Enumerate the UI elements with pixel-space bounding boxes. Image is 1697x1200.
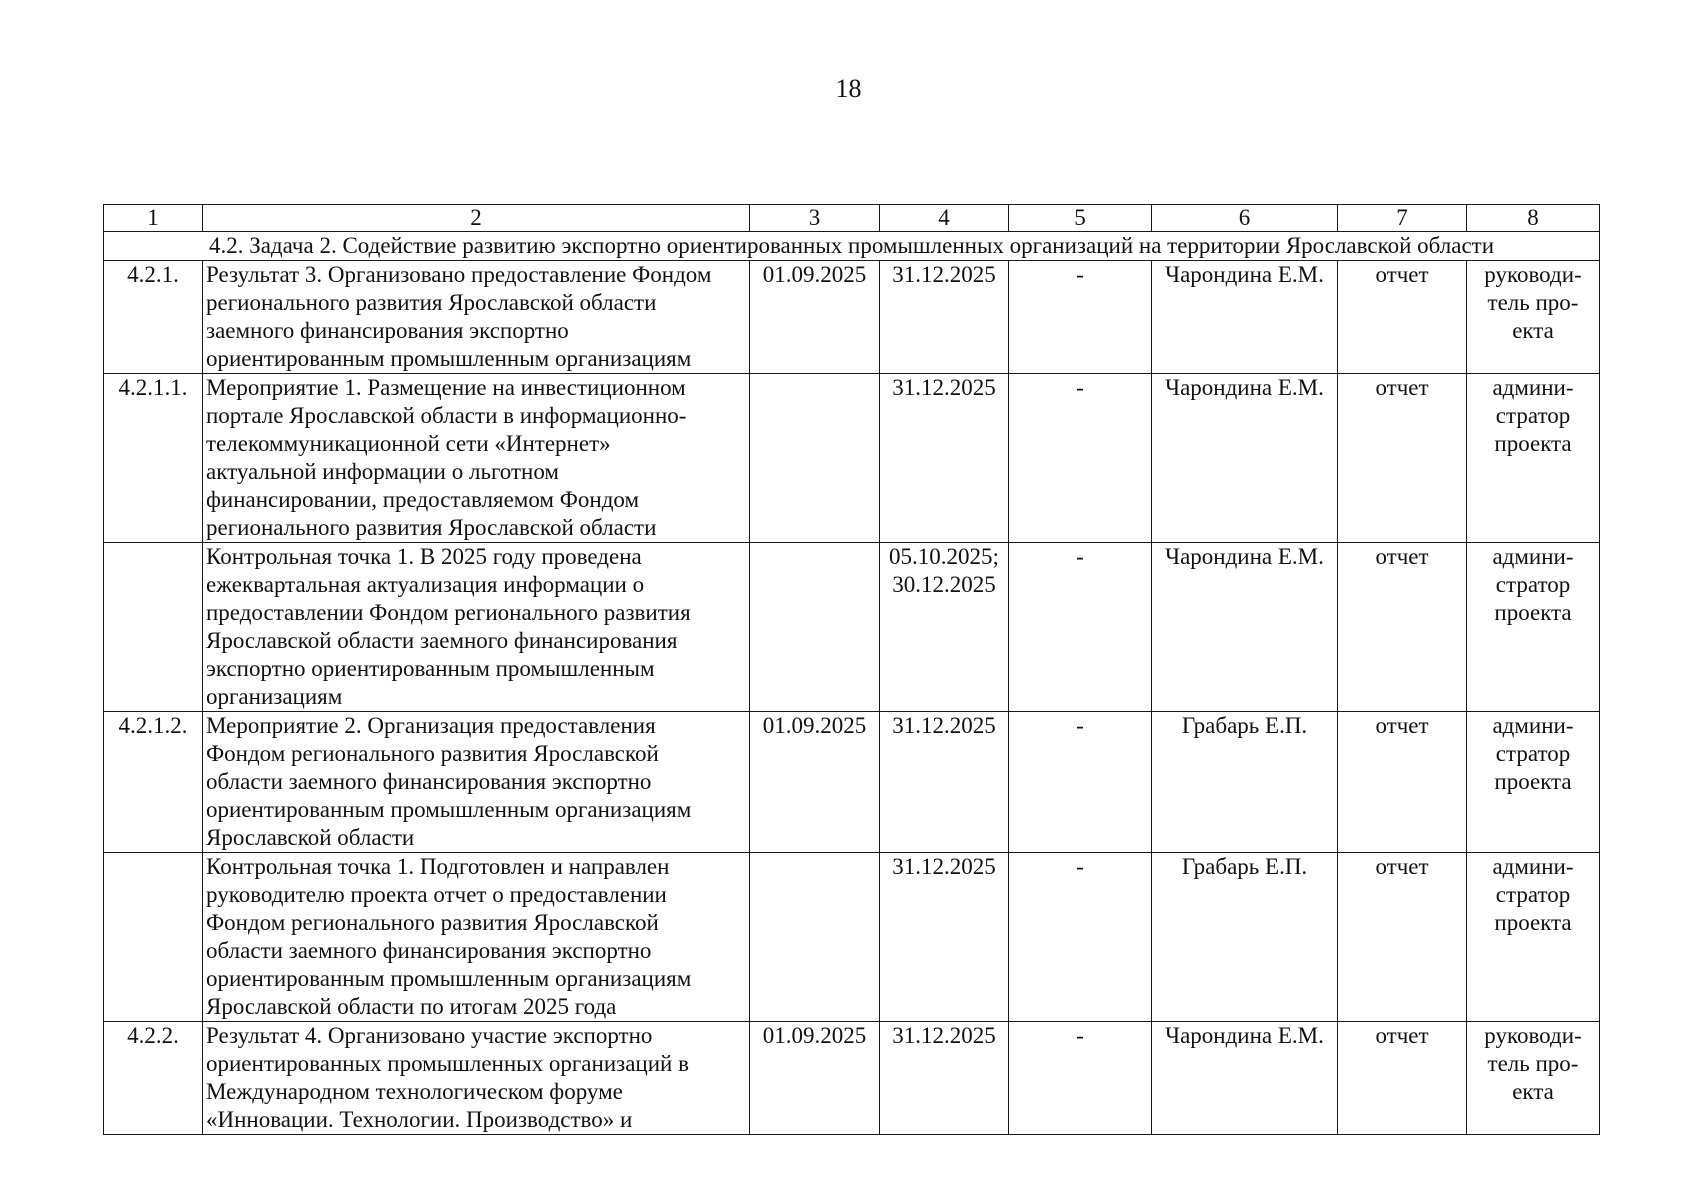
item-number: 4.2.1.1.: [104, 374, 203, 543]
role: [1467, 374, 1600, 543]
role: [1467, 261, 1600, 374]
task-row: [104, 232, 1600, 261]
end-date-line: 05.10.2025;: [889, 544, 999, 569]
end-date-line: 30.12.2025: [892, 572, 996, 597]
item-name-line: Контрольная точка 1. В 2025 году проведена: [206, 544, 642, 569]
header-cell: 1: [104, 205, 203, 232]
start-date: 01.09.2025: [750, 1022, 880, 1135]
item-name: [203, 853, 750, 1022]
role-line: екта: [1512, 1079, 1554, 1104]
end-date-line: 31.12.2025: [892, 262, 996, 287]
responsible-person: Чарондина Е.М.: [1152, 374, 1338, 543]
column-5-value: -: [1009, 1022, 1152, 1135]
end-date: [880, 853, 1009, 1022]
plan-table: [103, 204, 1600, 1135]
end-date-line: 31.12.2025: [892, 713, 996, 738]
item-name-line: регионального развития Ярославской области: [206, 515, 657, 540]
item-name-line: Фондом регионального развития Ярославской: [206, 910, 659, 935]
role-line: тель про-: [1487, 290, 1579, 315]
item-name-line: телекоммуникационной сети «Интернет»: [206, 431, 611, 456]
role-line: админи-: [1492, 854, 1574, 879]
column-5-value: -: [1009, 853, 1152, 1022]
item-name-line: экспортно ориентированным промышленным: [206, 656, 655, 681]
item-name-line: Международном технологическом форуме: [206, 1079, 623, 1104]
table-row: [104, 261, 1600, 374]
item-number: 4.2.1.2.: [104, 712, 203, 853]
role-line: проекта: [1494, 600, 1572, 625]
end-date-line: 31.12.2025: [892, 1023, 996, 1048]
start-date: [750, 374, 880, 543]
role-line: руководи-: [1484, 1023, 1582, 1048]
item-number: [104, 853, 203, 1022]
item-name: [203, 374, 750, 543]
responsible-person: Грабарь Е.П.: [1152, 853, 1338, 1022]
item-name-line: Мероприятие 1. Размещение на инвестиционном: [206, 375, 686, 400]
item-name-line: регионального развития Ярославской области: [206, 290, 657, 315]
item-name-line: предоставлении Фондом регионального развития: [206, 600, 691, 625]
item-name-line: Ярославской области заемного финансирования: [206, 628, 678, 653]
item-name-line: Ярославской области: [206, 825, 415, 850]
end-date-line: 31.12.2025: [892, 375, 996, 400]
start-date: [750, 853, 880, 1022]
item-number: 4.2.2.: [104, 1022, 203, 1135]
role-line: админи-: [1492, 375, 1574, 400]
role-line: стратор: [1495, 572, 1571, 597]
document-type: отчет: [1338, 712, 1467, 853]
item-name: [203, 1022, 750, 1135]
role-line: админи-: [1492, 544, 1574, 569]
role-line: стратор: [1495, 741, 1571, 766]
role-line: проекта: [1494, 769, 1572, 794]
header-cell: 3: [750, 205, 880, 232]
item-name-line: заемного финансирования экспортно: [206, 318, 569, 343]
responsible-person: Чарондина Е.М.: [1152, 1022, 1338, 1135]
item-name-line: области заемного финансирования экспортно: [206, 769, 652, 794]
header-cell: 2: [203, 205, 750, 232]
document-type: отчет: [1338, 1022, 1467, 1135]
end-date-line: 31.12.2025: [892, 854, 996, 879]
role: [1467, 712, 1600, 853]
item-name-line: ориентированных промышленных организаций в: [206, 1051, 689, 1076]
table-row: [104, 853, 1600, 1022]
column-5-value: -: [1009, 374, 1152, 543]
item-name-line: финансировании, предоставляемом Фондом: [206, 487, 640, 512]
item-name-line: «Инновации. Технологии. Производство» и: [206, 1107, 633, 1132]
item-name-line: ежеквартальная актуализация информации о: [206, 572, 645, 597]
item-name-line: Контрольная точка 1. Подготовлен и направлен: [206, 854, 670, 879]
end-date: [880, 261, 1009, 374]
page-number: 18: [835, 74, 862, 103]
header-row: [104, 205, 1600, 232]
end-date: [880, 374, 1009, 543]
table-row: [104, 712, 1600, 853]
role-line: проекта: [1494, 910, 1572, 935]
header-cell: 5: [1009, 205, 1152, 232]
role-line: проекта: [1494, 431, 1572, 456]
role: [1467, 543, 1600, 712]
role-line: стратор: [1495, 882, 1571, 907]
role-line: тель про-: [1487, 1051, 1579, 1076]
end-date: [880, 543, 1009, 712]
item-name-line: Результат 4. Организовано участие экспортно: [206, 1023, 653, 1048]
end-date: [880, 712, 1009, 853]
item-name-line: организациям: [206, 684, 343, 709]
item-name-line: области заемного финансирования экспортно: [206, 938, 652, 963]
role-line: стратор: [1495, 403, 1571, 428]
item-name-line: Результат 3. Организовано предоставление Фондом: [206, 262, 712, 287]
start-date: 01.09.2025: [750, 261, 880, 374]
responsible-person: Чарондина Е.М.: [1152, 261, 1338, 374]
item-name: [203, 712, 750, 853]
item-name-line: ориентированным промышленным организациям: [206, 797, 692, 822]
responsible-person: Грабарь Е.П.: [1152, 712, 1338, 853]
header-cell: 4: [880, 205, 1009, 232]
document-type: отчет: [1338, 374, 1467, 543]
header-cell: 6: [1152, 205, 1338, 232]
role: [1467, 853, 1600, 1022]
item-number: 4.2.1.: [104, 261, 203, 374]
start-date: [750, 543, 880, 712]
column-5-value: -: [1009, 543, 1152, 712]
header-cell: 8: [1467, 205, 1600, 232]
end-date: [880, 1022, 1009, 1135]
role-line: руководи-: [1484, 262, 1582, 287]
item-name-line: Ярославской области по итогам 2025 года: [206, 994, 617, 1019]
item-name-line: портале Ярославской области в информационно-: [206, 403, 687, 428]
responsible-person: Чарондина Е.М.: [1152, 543, 1338, 712]
table-row: [104, 374, 1600, 543]
item-name: [203, 261, 750, 374]
role: [1467, 1022, 1600, 1135]
column-5-value: -: [1009, 261, 1152, 374]
item-number: [104, 543, 203, 712]
column-5-value: -: [1009, 712, 1152, 853]
task-title: 4.2. Задача 2. Содействие развитию экспортно ориентированных промышленных организаций на территории Ярославской области: [104, 232, 1600, 261]
item-name: [203, 543, 750, 712]
role-line: админи-: [1492, 713, 1574, 738]
item-name-line: Мероприятие 2. Организация предоставления: [206, 713, 656, 738]
document-type: отчет: [1338, 853, 1467, 1022]
start-date: 01.09.2025: [750, 712, 880, 853]
item-name-line: ориентированным промышленным организациям: [206, 346, 692, 371]
document-type: отчет: [1338, 261, 1467, 374]
item-name-line: Фондом регионального развития Ярославской: [206, 741, 659, 766]
role-line: екта: [1512, 318, 1554, 343]
item-name-line: ориентированным промышленным организациям: [206, 966, 692, 991]
table-row: [104, 543, 1600, 712]
document-type: отчет: [1338, 543, 1467, 712]
item-name-line: актуальной информации о льготном: [206, 459, 559, 484]
header-cell: 7: [1338, 205, 1467, 232]
item-name-line: руководителю проекта отчет о предоставлении: [206, 882, 667, 907]
table-row: [104, 1022, 1600, 1135]
